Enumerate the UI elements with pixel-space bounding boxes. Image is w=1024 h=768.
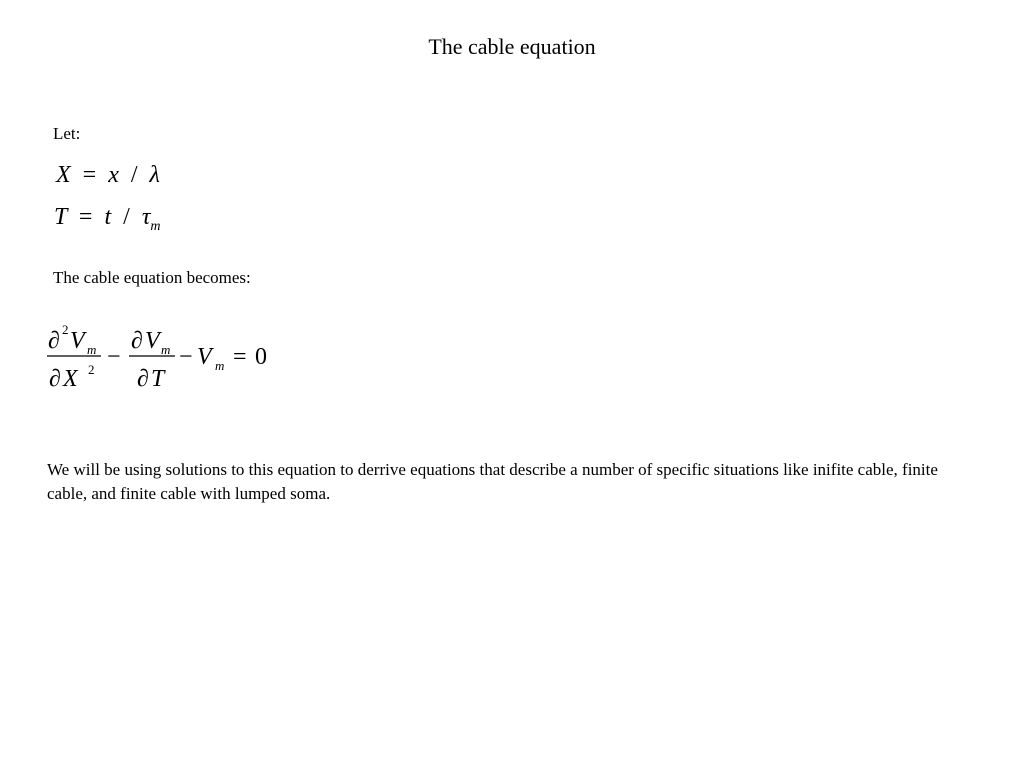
slide-title: The cable equation [428, 34, 596, 59]
cable-equation [45, 318, 285, 398]
eq-zero: 0 [255, 344, 267, 370]
def-t-num: t [104, 204, 112, 230]
eq-v-1: V [70, 328, 85, 354]
eq-partial-2: ∂ [49, 366, 61, 392]
eq-power-num: 2 [62, 322, 69, 337]
eq-m-3: m [215, 358, 225, 373]
eq-v-2: V [145, 328, 160, 354]
def-x-slash: / [130, 162, 138, 188]
eq-t: T [151, 366, 165, 392]
def-x-lhs: X [56, 162, 71, 188]
eq-partial-1: ∂ [48, 328, 60, 354]
def-x-num: x [108, 162, 119, 188]
eq-partial-3: ∂ [131, 328, 143, 354]
def-t-den: τ [141, 204, 151, 230]
def-t-slash: / [123, 204, 130, 230]
eq-m-1: m [87, 342, 97, 357]
eq-partial-4: ∂ [137, 366, 149, 392]
definition-x [56, 162, 160, 189]
def-x-equals: = [82, 162, 97, 188]
def-t-den-subscript: m [150, 219, 161, 234]
eq-m-2: m [161, 342, 171, 357]
def-x-den: λ [149, 162, 160, 188]
definition-t [54, 204, 161, 235]
body-paragraph: We will be using solutions to this equation to derrive equations that describe a number of specific situations like inifite cable, finite cable, and finite cable with lumped soma. [47, 460, 938, 503]
eq-minus-2: − [179, 344, 193, 370]
eq-v-3: V [197, 344, 212, 370]
eq-x: X [63, 366, 78, 392]
def-t-equals: = [78, 204, 93, 230]
eq-equals: = [233, 344, 247, 370]
eq-minus-1: − [107, 344, 121, 370]
eq-power-den: 2 [88, 362, 95, 377]
cable-equation-svg [45, 318, 285, 398]
def-t-lhs: T [54, 204, 67, 230]
let-label: Let: [53, 124, 81, 143]
becomes-label: The cable equation becomes: [53, 268, 251, 287]
